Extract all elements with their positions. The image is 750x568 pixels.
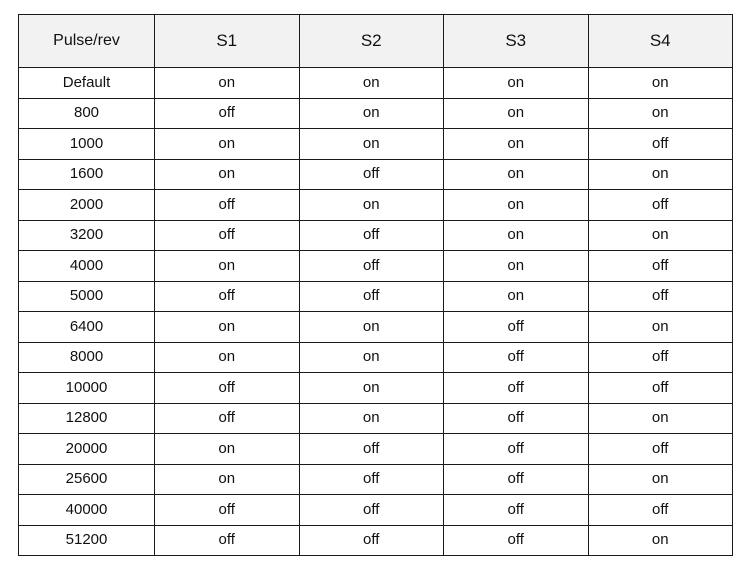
cell-pulse: 51200 bbox=[19, 525, 155, 556]
pulse-per-rev-dip-switch-table bbox=[18, 14, 733, 556]
cell-s1: on bbox=[155, 129, 300, 160]
cell-s2: off bbox=[299, 251, 444, 282]
cell-s2: off bbox=[299, 525, 444, 556]
cell-pulse: 20000 bbox=[19, 434, 155, 465]
cell-s3: on bbox=[444, 220, 589, 251]
cell-s4: off bbox=[588, 129, 733, 160]
cell-pulse: 40000 bbox=[19, 495, 155, 526]
cell-s2: on bbox=[299, 68, 444, 99]
cell-s1: off bbox=[155, 220, 300, 251]
cell-s4: on bbox=[588, 98, 733, 129]
cell-pulse: 25600 bbox=[19, 464, 155, 495]
cell-pulse: 4000 bbox=[19, 251, 155, 282]
column-header-s4: S4 bbox=[588, 15, 733, 68]
cell-s2: on bbox=[299, 342, 444, 373]
cell-s4: off bbox=[588, 342, 733, 373]
cell-s4: off bbox=[588, 190, 733, 221]
cell-pulse: 12800 bbox=[19, 403, 155, 434]
table-row bbox=[19, 68, 733, 99]
table-header-row bbox=[19, 15, 733, 68]
cell-s2: on bbox=[299, 190, 444, 221]
cell-s4: off bbox=[588, 373, 733, 404]
cell-s4: on bbox=[588, 159, 733, 190]
cell-pulse: 1000 bbox=[19, 129, 155, 160]
column-header-s2: S2 bbox=[299, 15, 444, 68]
cell-s1: on bbox=[155, 434, 300, 465]
cell-s2: on bbox=[299, 98, 444, 129]
cell-pulse: 2000 bbox=[19, 190, 155, 221]
table-body bbox=[19, 68, 733, 556]
column-header-s1: S1 bbox=[155, 15, 300, 68]
cell-s1: on bbox=[155, 312, 300, 343]
table-row bbox=[19, 464, 733, 495]
cell-s2: off bbox=[299, 464, 444, 495]
cell-s2: off bbox=[299, 434, 444, 465]
cell-s3: on bbox=[444, 159, 589, 190]
cell-pulse: 8000 bbox=[19, 342, 155, 373]
table-row bbox=[19, 220, 733, 251]
table-row bbox=[19, 129, 733, 160]
cell-s2: on bbox=[299, 312, 444, 343]
cell-pulse: 6400 bbox=[19, 312, 155, 343]
column-header-pulse-per-rev: Pulse/rev bbox=[19, 15, 155, 68]
cell-s3: off bbox=[444, 464, 589, 495]
cell-s1: on bbox=[155, 251, 300, 282]
cell-pulse: 800 bbox=[19, 98, 155, 129]
cell-s4: on bbox=[588, 525, 733, 556]
cell-s3: off bbox=[444, 373, 589, 404]
cell-s1: on bbox=[155, 68, 300, 99]
cell-s4: on bbox=[588, 68, 733, 99]
cell-s3: on bbox=[444, 281, 589, 312]
cell-s2: off bbox=[299, 159, 444, 190]
cell-s1: on bbox=[155, 464, 300, 495]
table-row bbox=[19, 525, 733, 556]
cell-s3: on bbox=[444, 190, 589, 221]
cell-s1: off bbox=[155, 190, 300, 221]
cell-s2: off bbox=[299, 220, 444, 251]
cell-pulse: 3200 bbox=[19, 220, 155, 251]
cell-pulse: 10000 bbox=[19, 373, 155, 404]
cell-s2: off bbox=[299, 495, 444, 526]
cell-s3: on bbox=[444, 98, 589, 129]
table-row bbox=[19, 98, 733, 129]
table-row bbox=[19, 434, 733, 465]
cell-s2: on bbox=[299, 373, 444, 404]
cell-s3: off bbox=[444, 495, 589, 526]
cell-s4: on bbox=[588, 464, 733, 495]
cell-pulse: 5000 bbox=[19, 281, 155, 312]
cell-s2: off bbox=[299, 281, 444, 312]
cell-s2: on bbox=[299, 403, 444, 434]
cell-s3: off bbox=[444, 525, 589, 556]
cell-s1: off bbox=[155, 373, 300, 404]
cell-s3: off bbox=[444, 342, 589, 373]
cell-s1: off bbox=[155, 98, 300, 129]
table-header bbox=[19, 15, 733, 68]
cell-s1: on bbox=[155, 159, 300, 190]
cell-s3: on bbox=[444, 251, 589, 282]
cell-s1: off bbox=[155, 281, 300, 312]
cell-s1: off bbox=[155, 403, 300, 434]
cell-s1: off bbox=[155, 495, 300, 526]
table-row bbox=[19, 190, 733, 221]
cell-s3: on bbox=[444, 129, 589, 160]
cell-pulse: 1600 bbox=[19, 159, 155, 190]
table-row bbox=[19, 281, 733, 312]
cell-s1: on bbox=[155, 342, 300, 373]
cell-s4: off bbox=[588, 434, 733, 465]
cell-s3: on bbox=[444, 68, 589, 99]
cell-s4: off bbox=[588, 495, 733, 526]
cell-s4: on bbox=[588, 312, 733, 343]
cell-s3: off bbox=[444, 312, 589, 343]
table-row bbox=[19, 159, 733, 190]
table-row bbox=[19, 251, 733, 282]
cell-s4: on bbox=[588, 403, 733, 434]
column-header-s3: S3 bbox=[444, 15, 589, 68]
table-row bbox=[19, 312, 733, 343]
table-row bbox=[19, 403, 733, 434]
cell-s3: off bbox=[444, 434, 589, 465]
table-row bbox=[19, 373, 733, 404]
table-row bbox=[19, 342, 733, 373]
cell-s3: off bbox=[444, 403, 589, 434]
cell-s2: on bbox=[299, 129, 444, 160]
cell-s4: off bbox=[588, 251, 733, 282]
cell-s1: off bbox=[155, 525, 300, 556]
cell-s4: on bbox=[588, 220, 733, 251]
cell-pulse: Default bbox=[19, 68, 155, 99]
table-row bbox=[19, 495, 733, 526]
cell-s4: off bbox=[588, 281, 733, 312]
